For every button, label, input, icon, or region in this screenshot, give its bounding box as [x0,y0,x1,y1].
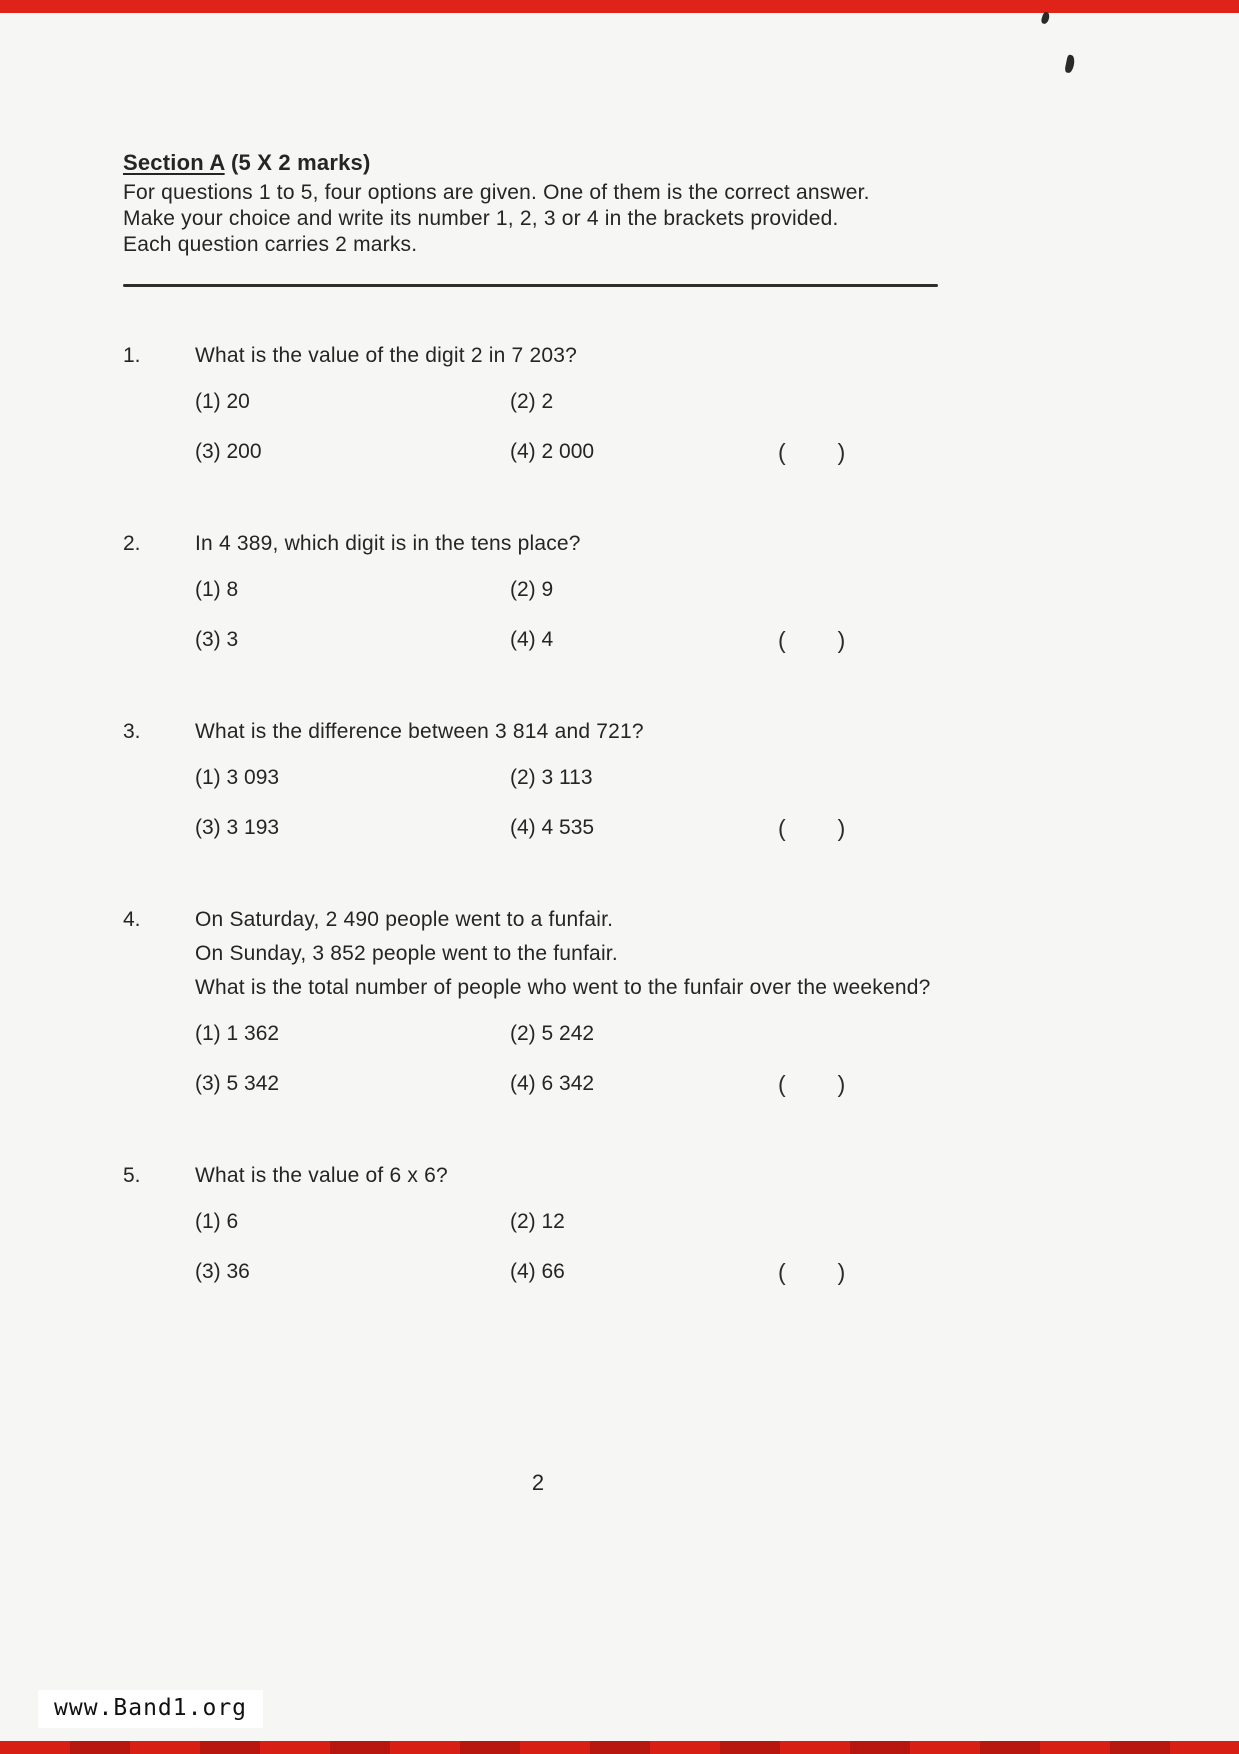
question-number: 2. [123,532,141,555]
answer-brackets [778,627,845,653]
option-label: (2) 3 113 [510,766,593,789]
answer-brackets [778,1071,845,1097]
question-number: 5. [123,1164,141,1187]
option-label: (1) 3 093 [195,766,280,789]
option-label: (2) 5 242 [510,1022,595,1045]
option-label: (3) 3 [195,628,239,651]
answer-brackets [778,1259,845,1285]
option-group [123,389,1083,465]
question-2 [123,527,1083,653]
option-label: (3) 36 [195,1260,250,1283]
section-title: Section A [123,150,225,175]
question-3 [123,715,1083,841]
question-number: 3. [123,720,141,743]
bracket-close: ) [837,627,846,653]
question-number: 4. [123,908,141,931]
option-group [123,1021,1083,1097]
scan-edge-bottom [0,1741,1239,1754]
option-label: (4) 66 [510,1260,565,1283]
bracket-close: ) [837,1259,846,1285]
bracket-close: ) [837,1071,846,1097]
answer-brackets [778,439,845,465]
section-heading [123,150,1083,176]
question-4 [123,903,1083,1097]
option-label: (1) 20 [195,390,250,413]
bracket-open: ( [778,439,786,465]
question-text-line: On Sunday, 3 852 people went to the funfair. [195,942,618,965]
option-label: (4) 6 342 [510,1072,595,1095]
bracket-open: ( [778,627,786,653]
option-group [123,1209,1083,1285]
bracket-close: ) [837,815,846,841]
question-text-line: What is the value of 6 x 6? [195,1164,448,1187]
option-label: (1) 8 [195,578,239,601]
site-watermark: www.Band1.org [38,1690,263,1728]
bracket-open: ( [778,1071,786,1097]
section-divider [123,284,938,287]
option-label: (4) 4 535 [510,816,595,839]
instruction-line: Each question carries 2 marks. [123,233,418,256]
question-text-line: In 4 389, which digit is in the tens place? [195,532,581,555]
question-text-line: What is the value of the digit 2 in 7 203? [195,344,577,367]
question-1 [123,339,1083,465]
option-label: (1) 6 [195,1210,239,1233]
option-label: (1) 1 362 [195,1022,280,1045]
question-number: 1. [123,344,141,367]
page-number: 2 [531,1470,545,1495]
question-text-line: What is the total number of people who went to the funfair over the weekend? [195,976,931,999]
instruction-line: For questions 1 to 5, four options are given. One of them is the correct answer. [123,181,870,204]
answer-brackets [778,815,845,841]
bracket-open: ( [778,815,786,841]
question-text-line: On Saturday, 2 490 people went to a funfair. [195,908,614,931]
option-label: (2) 12 [510,1210,565,1233]
option-group [123,765,1083,841]
bracket-close: ) [837,439,846,465]
option-label: (2) 2 [510,390,554,413]
section-marks: (5 X 2 marks) [224,150,371,175]
option-label: (4) 2 000 [510,440,595,463]
question-5 [123,1159,1083,1285]
option-label: (4) 4 [510,628,554,651]
option-label: (2) 9 [510,578,554,601]
option-group [123,577,1083,653]
question-list [123,339,1083,1285]
option-label: (3) 3 193 [195,816,280,839]
bracket-open: ( [778,1259,786,1285]
option-label: (3) 200 [195,440,262,463]
question-text-line: What is the difference between 3 814 and 721? [195,720,644,743]
instruction-line: Make your choice and write its number 1, 2, 3 or 4 in the brackets provided. [123,207,839,230]
option-label: (3) 5 342 [195,1072,280,1095]
